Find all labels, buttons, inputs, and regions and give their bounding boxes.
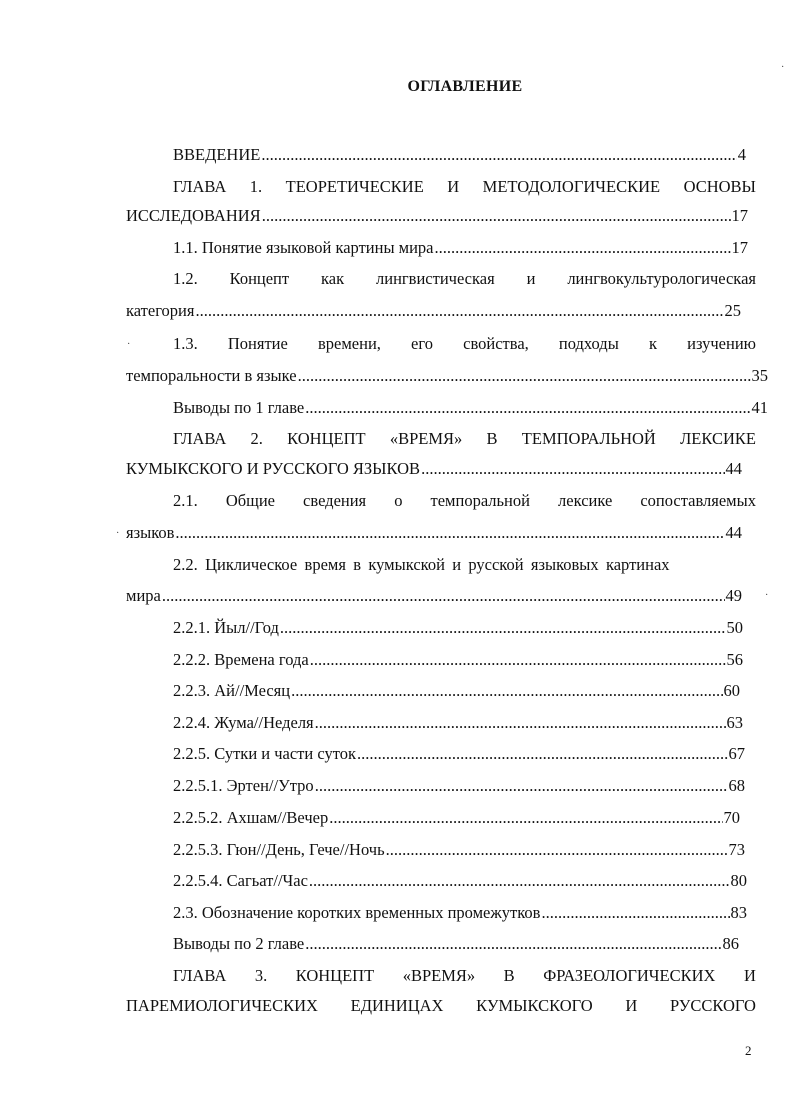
leader-dots — [421, 459, 724, 479]
leader-dots — [329, 808, 722, 828]
toc-entry-text: Выводы по 1 главе — [173, 398, 305, 417]
leader-dots — [261, 145, 736, 165]
leader-dots — [262, 206, 731, 226]
scan-artifact: · — [116, 528, 120, 539]
word: изучению — [687, 334, 756, 353]
word: 1. — [249, 177, 263, 196]
toc-entry-ch3-line2 — [126, 996, 756, 1016]
word: 2. — [250, 429, 263, 448]
toc-page-number: 17 — [731, 238, 748, 257]
toc-entry-2-1-line1 — [173, 491, 756, 511]
toc-entry-1-1 — [173, 238, 748, 258]
toc-entry-text: Выводы по 2 главе — [173, 934, 305, 953]
word: «ВРЕМЯ» — [389, 429, 463, 448]
scan-artifact: · — [765, 590, 769, 601]
toc-entry-text: 2.2.4. Жума//Неделя — [173, 713, 314, 732]
toc-page-number: 44 — [725, 523, 742, 542]
toc-entry-2-2-5-4 — [173, 871, 747, 891]
toc-page-number: 4 — [737, 145, 746, 164]
toc-page-number: 80 — [730, 871, 747, 890]
word: «ВРЕМЯ» — [402, 966, 476, 985]
word: темпоральной — [430, 491, 530, 510]
toc-page-number: 68 — [728, 776, 745, 795]
leader-dots — [310, 650, 726, 670]
word: МЕТОДОЛОГИЧЕСКИЕ — [482, 177, 661, 196]
page-title: ОГЛАВЛЕНИЕ — [407, 78, 523, 95]
toc-entry-text: 2.2.5. Сутки и части суток — [173, 744, 356, 763]
word: к — [648, 334, 657, 353]
word: ГЛАВА — [173, 177, 227, 196]
word: Концепт — [229, 269, 290, 288]
toc-page-number: 70 — [723, 808, 740, 827]
word: Понятие — [227, 334, 288, 353]
toc-entry-2-2-1 — [173, 618, 743, 638]
toc-entry-text: КУМЫКСКОГО И РУССКОГО ЯЗЫКОВ — [126, 459, 421, 478]
toc-entry-2-2-5 — [173, 744, 745, 764]
toc-entry-text: 2.2.3. Ай//Месяц — [173, 681, 291, 700]
toc-entry-text: 2.2.5.1. Эртен//Утро — [173, 776, 314, 795]
word: ГЛАВА — [173, 966, 227, 985]
toc-entry-ch1-line1 — [173, 177, 756, 197]
word: ТЕОРЕТИЧЕСКИЕ — [285, 177, 424, 196]
leader-dots — [386, 840, 728, 860]
toc-page-number: 60 — [723, 681, 740, 700]
toc-entry-text: языков — [126, 523, 175, 542]
toc-page-number: 50 — [726, 618, 743, 637]
toc-entry-2-2-5-1 — [173, 776, 745, 796]
toc-entry-conclusions-1 — [173, 398, 768, 418]
toc-page-number: 35 — [751, 366, 768, 385]
toc-page-number: 25 — [724, 301, 741, 320]
toc-entry-2-2-3 — [173, 681, 740, 701]
toc-page-number: 49 — [725, 586, 742, 605]
word: ПАРЕМИОЛОГИЧЕСКИХ — [126, 996, 318, 1015]
toc-page-number: 86 — [722, 934, 739, 953]
toc-entry-1-3-line2 — [126, 366, 768, 386]
word: ФРАЗЕОЛОГИЧЕСКИХ — [543, 966, 716, 985]
leader-dots — [315, 713, 726, 733]
toc-entry-text: категория — [126, 301, 195, 320]
scan-artifact: · — [781, 62, 785, 73]
toc-entry-2-2-2 — [173, 650, 743, 670]
word: подходы — [558, 334, 619, 353]
word: лингвистическая — [376, 269, 495, 288]
toc-entry-ch2-line1 — [173, 429, 756, 449]
word: его — [411, 334, 433, 353]
leader-dots — [435, 238, 731, 258]
toc-page-number: 67 — [728, 744, 745, 763]
toc-entry-text: 1.1. Понятие языковой картины мира — [173, 238, 434, 257]
toc-entry-text: мира — [126, 586, 161, 605]
toc-entry-2-2-4 — [173, 713, 743, 733]
word: лингвокультурологическая — [567, 269, 756, 288]
word: ЛЕКСИКЕ — [680, 429, 756, 448]
word: В — [486, 429, 498, 448]
scan-artifact: · — [127, 339, 131, 350]
word: ГЛАВА — [173, 429, 227, 448]
toc-page-number: 63 — [726, 713, 743, 732]
toc-entry-text: 2.2.1. Йыл//Год — [173, 618, 279, 637]
word: КОНЦЕПТ — [287, 429, 366, 448]
toc-entry-text: ИССЛЕДОВАНИЯ — [126, 206, 261, 225]
word: КОНЦЕПТ — [295, 966, 375, 985]
toc-entry-1-3-line1 — [173, 334, 756, 354]
toc-page-number: 17 — [731, 206, 748, 225]
toc-entry-text: 2.2.2. Времена года — [173, 650, 309, 669]
word: 1.3. — [173, 334, 198, 353]
toc-entry-2-2-line1: 2.2. Циклическое время в кумыкской и русской языковых картинах — [173, 555, 670, 574]
word: сопоставляемых — [640, 491, 756, 510]
toc-entry-2-2-5-3 — [173, 840, 745, 860]
word: 1.2. — [173, 269, 198, 288]
word: как — [321, 269, 345, 288]
toc-entry-2-2-line2 — [126, 586, 742, 606]
leader-dots — [541, 903, 729, 923]
word: В — [503, 966, 515, 985]
word: времени, — [317, 334, 381, 353]
word: РУССКОГО — [669, 996, 756, 1015]
word: И — [744, 966, 756, 985]
toc-page-number: 73 — [728, 840, 745, 859]
leader-dots — [305, 934, 721, 954]
leader-dots — [315, 776, 728, 796]
toc-page-number: 56 — [726, 650, 743, 669]
leader-dots — [175, 523, 724, 543]
word: ЕДИНИЦАХ — [350, 996, 444, 1015]
toc-page-number: 44 — [725, 459, 742, 478]
word: ОСНОВЫ — [683, 177, 756, 196]
toc-entry-text: темпоральности в языке — [126, 366, 297, 385]
toc-entry-ch3-line1 — [173, 966, 756, 986]
word: И — [447, 177, 460, 196]
toc-entry-2-1-line2 — [126, 523, 742, 543]
word: свойства, — [463, 334, 529, 353]
toc-entry-conclusions-2 — [173, 934, 739, 954]
toc-entry-1-2-line1 — [173, 269, 756, 289]
leader-dots — [305, 398, 750, 418]
word: сведения — [303, 491, 367, 510]
leader-dots — [298, 366, 751, 386]
leader-dots — [309, 871, 730, 891]
leader-dots — [357, 744, 728, 764]
leader-dots — [195, 301, 723, 321]
word: 3. — [254, 966, 268, 985]
toc-entry-text: 2.2.5.2. Ахшам//Вечер — [173, 808, 329, 827]
toc-entry-intro — [173, 145, 746, 165]
word: И — [625, 996, 638, 1015]
word: лексике — [558, 491, 613, 510]
toc-page-number: 83 — [730, 903, 747, 922]
word: ТЕМПОРАЛЬНОЙ — [521, 429, 656, 448]
toc-entry-ch2-line2 — [126, 459, 742, 479]
toc-entry-text: ВВЕДЕНИЕ — [173, 145, 261, 164]
toc-entry-2-2-5-2 — [173, 808, 740, 828]
toc-entry-text: 2.3. Обозначение коротких временных промежутков — [173, 903, 541, 922]
page-number: 2 — [745, 1043, 752, 1058]
leader-dots — [291, 681, 722, 701]
leader-dots — [162, 586, 725, 606]
toc-entry-2-3 — [173, 903, 747, 923]
word: Общие — [225, 491, 275, 510]
toc-entry-text: 2.2.5.3. Гюн//День, Гече//Ночь — [173, 840, 385, 859]
word: и — [526, 269, 536, 288]
word: о — [394, 491, 403, 510]
toc-entry-ch1-line2 — [126, 206, 748, 226]
word: КУМЫКСКОГО — [476, 996, 593, 1015]
toc-entry-text: 2.2.5.4. Сагьат//Час — [173, 871, 308, 890]
leader-dots — [280, 618, 726, 638]
word: 2.1. — [173, 491, 198, 510]
toc-page-number: 41 — [751, 398, 768, 417]
toc-entry-1-2-line2 — [126, 301, 741, 321]
